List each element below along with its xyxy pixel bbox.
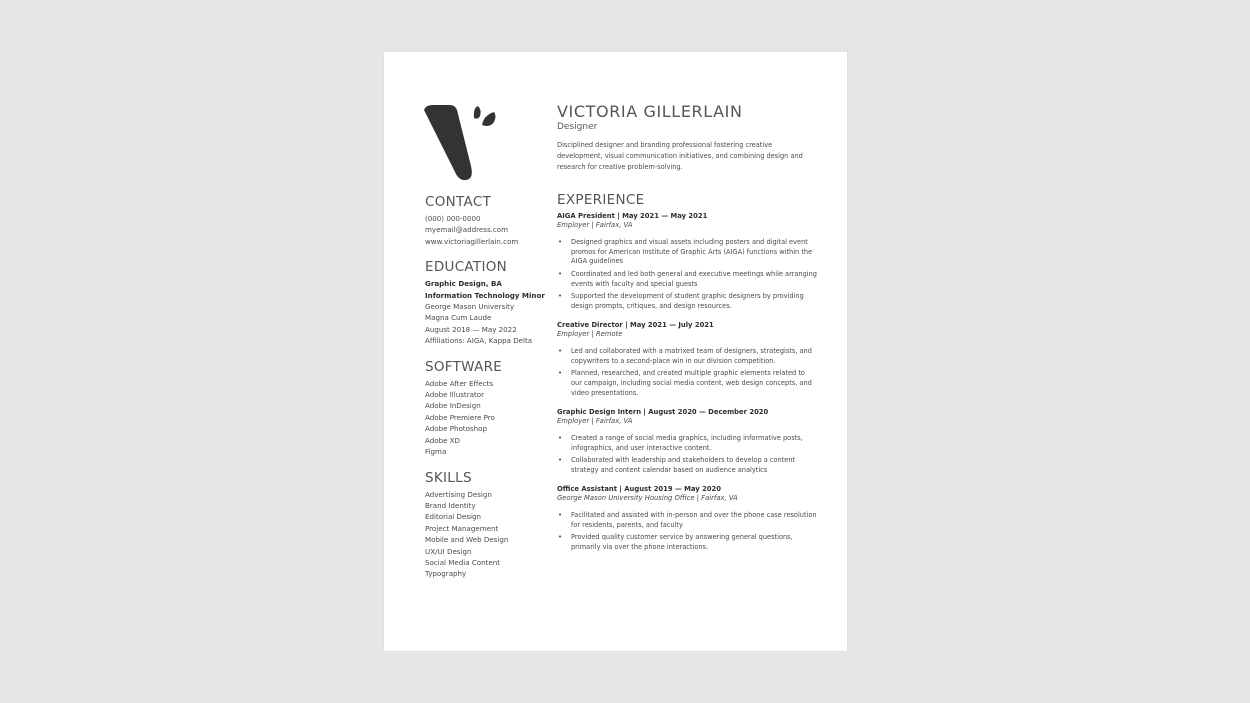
education-heading: EDUCATION [425, 259, 508, 276]
resume-page [384, 52, 847, 651]
software-section [425, 359, 565, 458]
right-column [557, 102, 817, 561]
candidate-name: VICTORIA GILLERLAIN [557, 102, 743, 121]
skills-heading: SKILLS [425, 469, 472, 486]
affiliations: Affiliations: AIGA, Kappa Delta [425, 336, 533, 346]
software-item: Adobe Premiere Pro [425, 412, 495, 422]
contact-section [425, 194, 565, 247]
job-entry [557, 320, 817, 399]
degree: Graphic Design, BA [425, 279, 502, 289]
profile-summary: Disciplined designer and branding professional fostering creative development, visual communication initiatives, and combining design and research for creative problem-solving. [557, 141, 803, 172]
job-bullets [557, 434, 817, 476]
job-title: AIGA President | May 2021 — May 2021 [557, 211, 708, 220]
bullet-item: • Created a range of social media graphics, including informative posts, infographics, and user interactive content. [557, 434, 817, 454]
job-title: Office Assistant | August 2019 — May 2020 [557, 485, 721, 494]
skill-item: Social Media Content [425, 557, 501, 567]
job-employer: Employer | Remote [557, 329, 623, 338]
skill-item: Typography [425, 569, 467, 579]
education-section [425, 259, 565, 346]
software-item: Adobe Photoshop [425, 424, 487, 434]
skill-item: Advertising Design [425, 489, 492, 499]
software-item: Figma [425, 447, 447, 457]
job-bullets [557, 347, 817, 399]
bullet-item: • Designed graphics and visual assets including posters and digital event promos for American Institute of Graphic Arts (AIGA) functions within the AIGA guidelines [557, 238, 817, 268]
job-bullets [557, 238, 817, 312]
skill-item: Project Management [425, 523, 499, 533]
bullet-item: • Coordinated and led both general and executive meetings while arranging events with faculty and special guests [557, 270, 817, 290]
job-employer: George Mason University Housing Office | Fairfax, VA [557, 494, 738, 503]
job-entry [557, 407, 817, 476]
bullet-item: • Provided quality customer service by answering general questions, primarily via over the phone interactions. [557, 533, 817, 553]
job-title: Creative Director | May 2021 — July 2021 [557, 320, 714, 329]
experience-heading: EXPERIENCE [557, 191, 645, 208]
skill-item: Mobile and Web Design [425, 535, 509, 545]
bullet-item: • Facilitated and assisted with in-person and over the phone case resolution for residents, parents, and faculty [557, 511, 817, 531]
job-bullets [557, 511, 817, 553]
left-column [425, 194, 565, 592]
school: George Mason University [425, 302, 515, 312]
skills-section [425, 470, 565, 580]
job-employer: Employer | Fairfax, VA [557, 220, 633, 229]
minor: Information Technology Minor [425, 290, 545, 300]
job-entry [557, 211, 817, 312]
software-heading: SOFTWARE [425, 358, 503, 375]
skill-item: Editorial Design [425, 512, 482, 522]
software-item: Adobe XD [425, 435, 461, 445]
v-monogram-logo [424, 104, 500, 182]
skill-item: UX/UI Design [425, 546, 472, 556]
candidate-role: Designer [557, 122, 598, 132]
job-entry [557, 484, 817, 553]
software-item: Adobe InDesign [425, 401, 481, 411]
contact-email: myemail@address.com [425, 225, 509, 235]
job-title: Graphic Design Intern | August 2020 — December 2020 [557, 407, 769, 416]
contact-heading: CONTACT [425, 194, 492, 210]
bullet-item: • Planned, researched, and created multiple graphic elements related to our campaign, including social media content, web design concepts, and video presentations. [557, 369, 817, 399]
software-item: Adobe After Effects [425, 378, 494, 388]
contact-website: www.victoriagillerlain.com [425, 236, 519, 246]
honors: Magna Cum Laude [425, 313, 492, 323]
bullet-item: • Supported the development of student graphic designers by providing design prompts, critiques, and design resources. [557, 292, 817, 312]
dates: August 2018 — May 2022 [425, 324, 517, 334]
software-item: Adobe Illustrator [425, 390, 485, 400]
skill-item: Brand Identity [425, 500, 476, 510]
contact-phone: (000) 000-0000 [425, 214, 481, 223]
bullet-item: • Led and collaborated with a matrixed team of designers, strategists, and copywriters to a second-place win in our division competition. [557, 347, 817, 367]
bullet-item: • Collaborated with leadership and stakeholders to develop a content strategy and content calendar based on audience analytics [557, 456, 817, 476]
job-employer: Employer | Fairfax, VA [557, 416, 633, 425]
